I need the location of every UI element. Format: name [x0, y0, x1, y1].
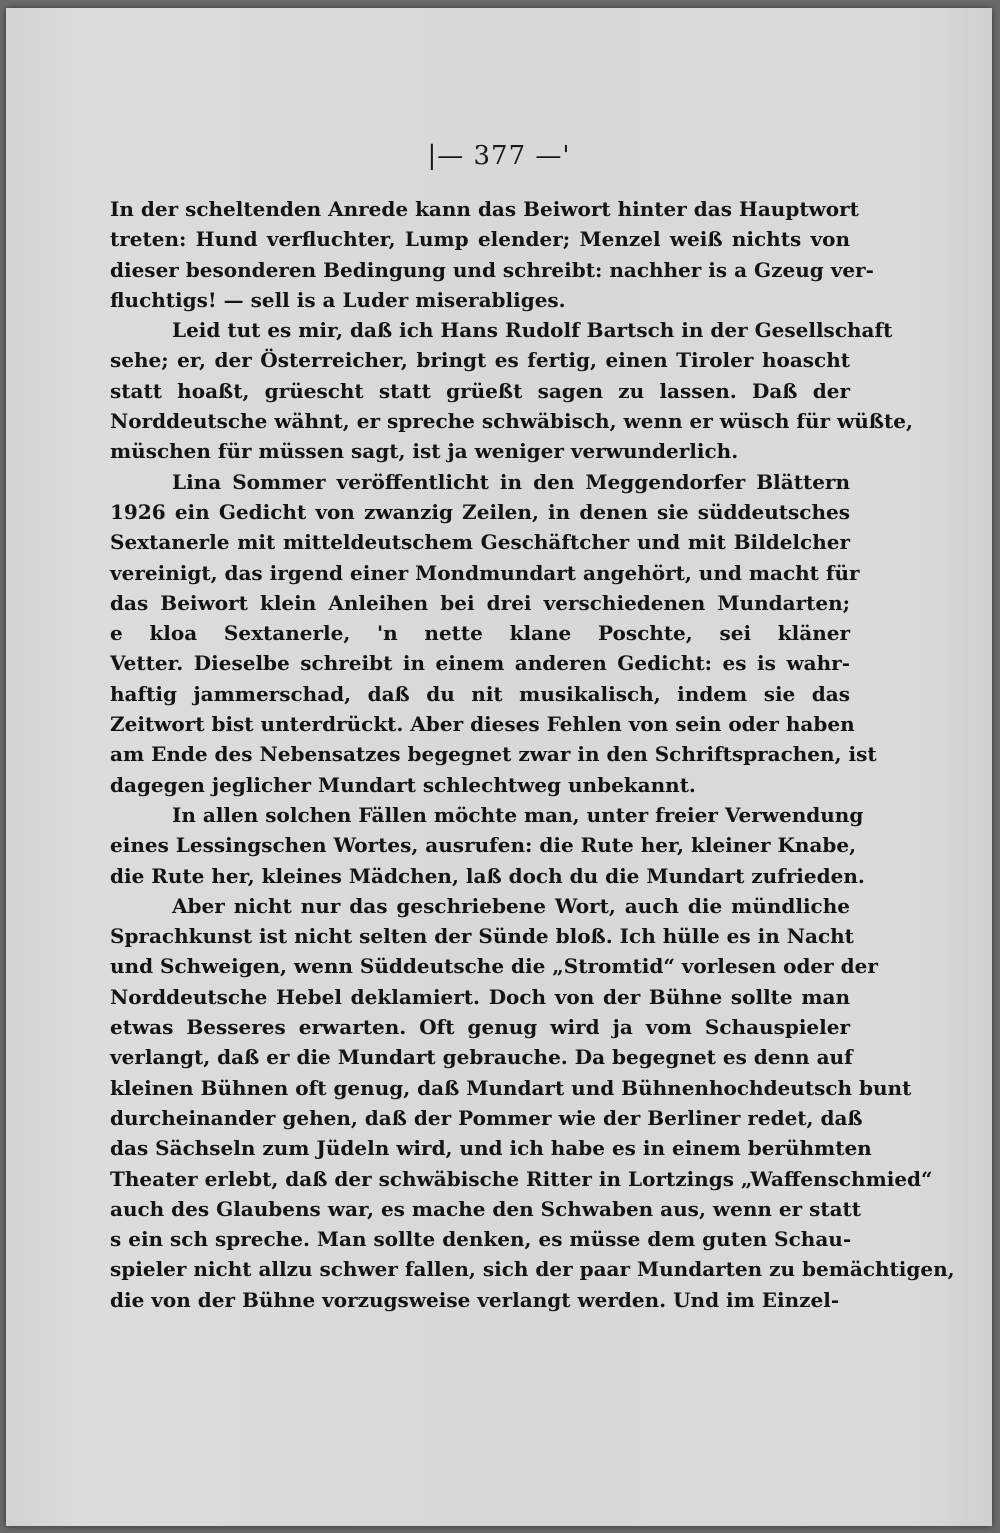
- text-line: fluchtigs! — sell is a Luder miserabliges.: [110, 287, 566, 312]
- page-number-header: |— 377 —': [427, 141, 571, 171]
- text-line: Vetter. Dieselbe schreibt in einem anderen Gedicht: es is wahr-: [110, 651, 850, 676]
- text-line: verlangt, daß er die Mundart gebrauche. Da begegnet es denn auf: [110, 1045, 853, 1070]
- text-line: vereinigt, das irgend einer Mondmundart angehört, und macht für: [110, 560, 860, 585]
- book-page: [6, 8, 992, 1526]
- paragraph: [110, 891, 955, 1315]
- text-line: dieser besonderen Bedingung und schreibt: nachher is a Gzeug ver-: [110, 257, 874, 282]
- text-line: sehe; er, der Österreicher, bringt es fertig, einen Tiroler hoascht: [110, 348, 850, 373]
- text-line: das Beiwort klein Anleihen bei drei verschiedenen Mundarten;: [110, 590, 850, 615]
- text-line: Sextanerle mit mitteldeutschem Geschäftcher und mit Bildelcher: [110, 530, 850, 555]
- body-text: [110, 194, 955, 1315]
- text-line: Aber nicht nur das geschriebene Wort, auch die mündliche: [172, 893, 850, 918]
- text-line: s ein sch spreche. Man sollte denken, es müsse dem guten Schau-: [110, 1227, 852, 1252]
- text-line: Leid tut es mir, daß ich Hans Rudolf Bartsch in der Gesellschaft: [172, 318, 893, 343]
- text-line: die Rute her, kleines Mädchen, laß doch du die Mundart zufrieden.: [110, 863, 865, 888]
- text-line: haftig jammerschad, daß du nit musikalisch, indem sie das: [110, 681, 850, 706]
- text-line: durcheinander gehen, daß der Pommer wie der Berliner redet, daß: [110, 1105, 863, 1130]
- text-line: etwas Besseres erwarten. Oft genug wird ja vom Schauspieler: [110, 1015, 850, 1040]
- text-line: Theater erlebt, daß der schwäbische Ritter in Lortzings „Waffenschmied“: [110, 1166, 933, 1191]
- text-line: auch des Glaubens war, es mache den Schwaben aus, wenn er statt: [110, 1196, 862, 1221]
- text-line: 1926 ein Gedicht von zwanzig Zeilen, in denen sie süddeutsches: [110, 499, 850, 524]
- text-line: spieler nicht allzu schwer fallen, sich der paar Mundarten zu bemächtigen,: [110, 1257, 955, 1282]
- paragraph: [110, 467, 877, 800]
- text-line: kleinen Bühnen oft genug, daß Mundart und Bühnenhochdeutsch bunt: [110, 1075, 912, 1100]
- paragraph: [110, 315, 913, 466]
- text-line: treten: Hund verfluchter, Lump elender; Menzel weiß nichts von: [110, 227, 850, 252]
- text-line: statt hoaßt, grüescht statt grüeßt sagen zu lassen. Daß der: [110, 378, 850, 403]
- text-line: In allen solchen Fällen möchte man, unter freier Verwendung: [172, 802, 864, 827]
- paragraph: [110, 800, 865, 891]
- text-line: die von der Bühne vorzugsweise verlangt werden. Und im Einzel-: [110, 1287, 840, 1312]
- text-line: eines Lessingschen Wortes, ausrufen: die Rute her, kleiner Knabe,: [110, 833, 857, 858]
- text-line: Zeitwort bist unterdrückt. Aber dieses Fehlen von sein oder haben: [110, 712, 855, 737]
- text-line: dagegen jeglicher Mundart schlechtweg unbekannt.: [110, 772, 696, 797]
- text-line: müschen für müssen sagt, ist ja weniger verwunderlich.: [110, 439, 739, 464]
- text-line: und Schweigen, wenn Süddeutsche die „Stromtid“ vorlesen oder der: [110, 954, 878, 979]
- text-line: am Ende des Nebensatzes begegnet zwar in den Schriftsprachen, ist: [110, 742, 877, 767]
- text-line: e kloa Sextanerle, 'n nette klane Poschte, sei kläner: [110, 621, 850, 646]
- text-line: Sprachkunst ist nicht selten der Sünde bloß. Ich hülle es in Nacht: [110, 924, 854, 949]
- text-line: In der scheltenden Anrede kann das Beiwort hinter das Hauptwort: [110, 197, 859, 221]
- text-line: Lina Sommer veröffentlicht in den Meggendorfer Blättern: [172, 469, 850, 494]
- text-line: Norddeutsche Hebel deklamiert. Doch von der Bühne sollte man: [110, 984, 850, 1009]
- text-line: Norddeutsche wähnt, er spreche schwäbisch, wenn er wüsch für wüßte,: [110, 409, 913, 434]
- paragraph: [110, 194, 874, 315]
- text-line: das Sächseln zum Jüdeln wird, und ich habe es in einem berühmten: [110, 1136, 872, 1161]
